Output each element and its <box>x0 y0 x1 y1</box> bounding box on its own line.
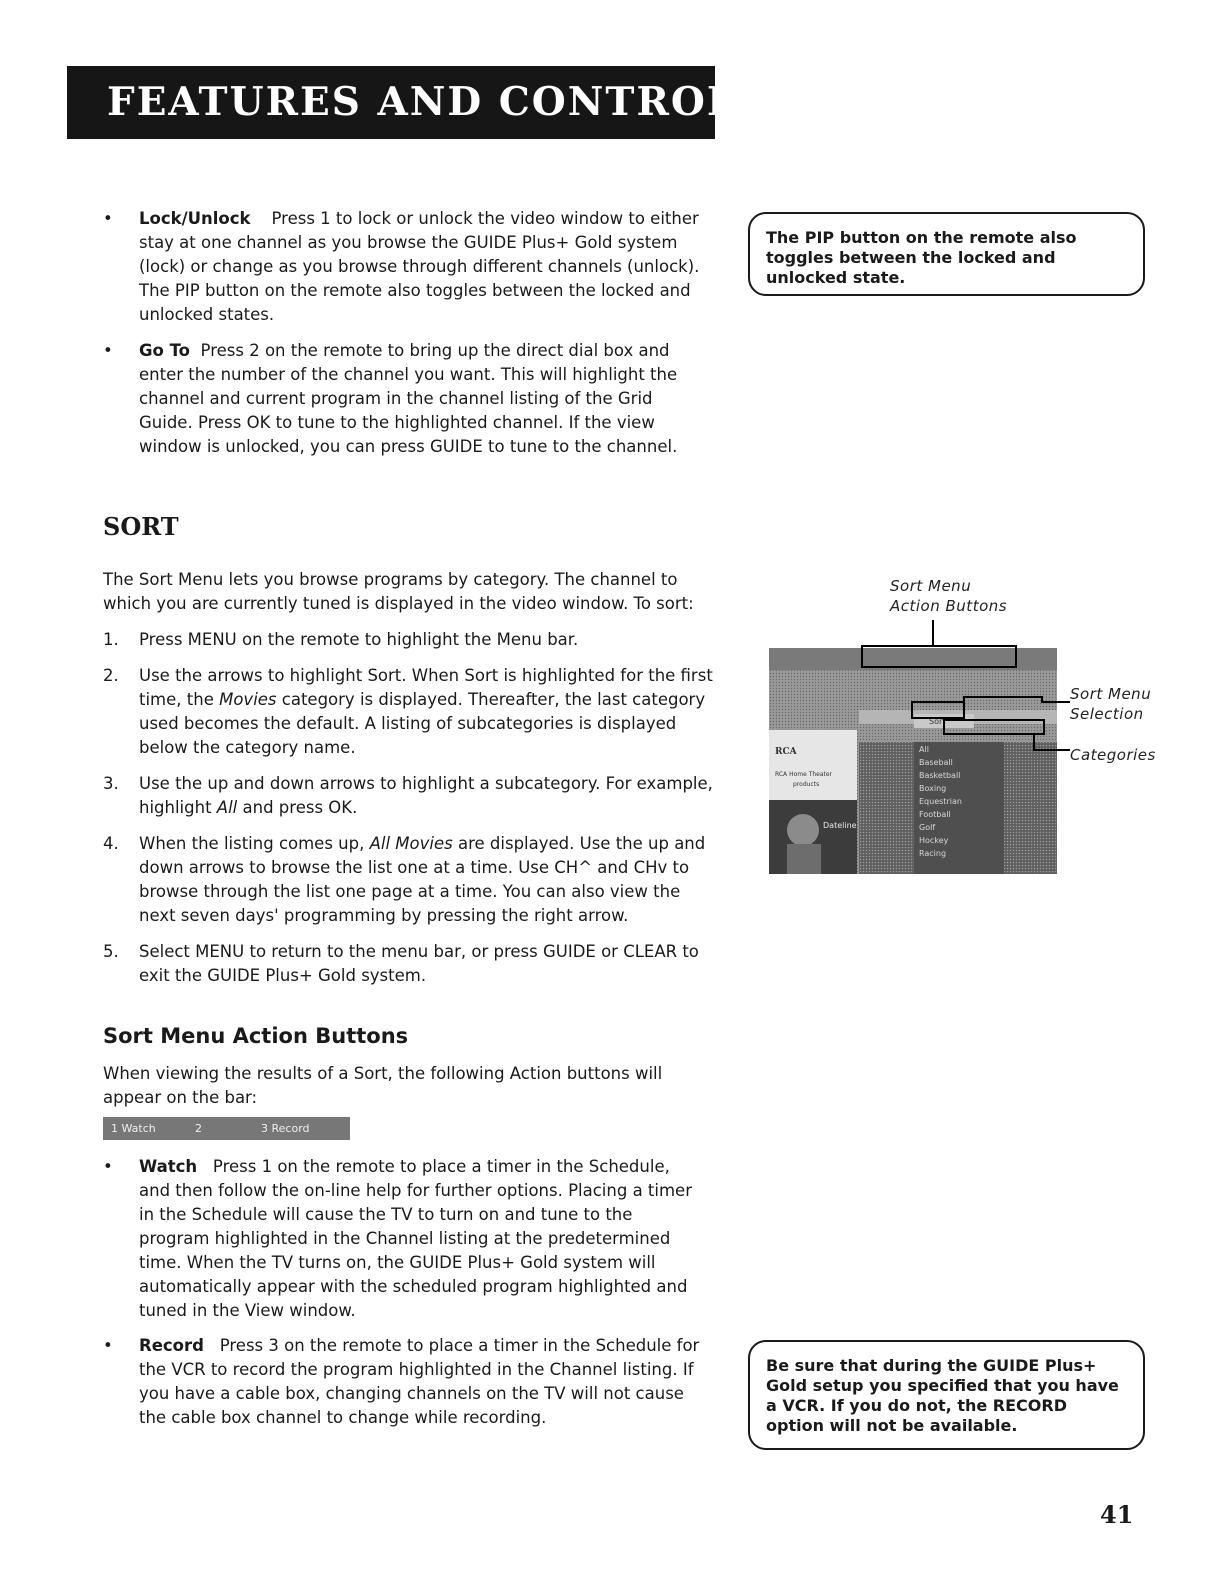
screen-category: Hockey <box>919 836 949 845</box>
step-number: 3. <box>103 774 119 793</box>
bullet-dot: • <box>103 1157 113 1176</box>
step-number: 4. <box>103 834 119 853</box>
page-title-banner: FEATURES AND CONTROLS <box>67 66 715 139</box>
caption-action-buttons <box>890 576 1007 616</box>
bullet-dot: • <box>103 1336 113 1355</box>
term-record: Record <box>139 1336 204 1355</box>
term-lock-unlock: Lock/Unlock <box>139 209 251 228</box>
sort-step-5 <box>103 940 718 988</box>
bullet-dot: • <box>103 341 113 360</box>
callout-action-box <box>862 646 1016 667</box>
step-text: Press MENU on the remote to highlight the Menu bar. <box>139 630 579 649</box>
step-emphasis: All <box>216 798 238 817</box>
caption-line: Selection <box>1070 705 1144 723</box>
action-buttons-intro: When viewing the results of a Sort, the following Action buttons will appear on the bar: <box>103 1064 663 1107</box>
step-text: category is displayed. Thereafter, the last category used becomes the default. A listing of subcategories is displayed below the category name. <box>139 690 706 757</box>
step-number: 2. <box>103 666 119 685</box>
note-vcr: Be sure that during the GUIDE Plus+ Gold setup you specified that you have a VCR. If you do not, the RECORD option will not be available. <box>748 1340 1145 1450</box>
step-number: 1. <box>103 630 119 649</box>
note-pip: The PIP button on the remote also toggles between the locked and unlocked state. <box>748 212 1145 296</box>
sort-step-2 <box>103 664 718 760</box>
caption-line: Sort Menu <box>1070 685 1152 703</box>
step-text: When the listing comes up, <box>139 834 370 853</box>
page-number: 41 <box>1100 1500 1134 1529</box>
caption-line: Action Buttons <box>890 597 1008 615</box>
step-emphasis: All Movies <box>369 834 453 853</box>
callout-category-box <box>944 720 1044 734</box>
caption-categories: Categories <box>1070 746 1156 764</box>
screen-category: Baseball <box>919 758 953 767</box>
action-bar-2: 2 <box>195 1122 202 1135</box>
screen-category: Equestrian <box>919 797 962 806</box>
callout-line <box>964 697 1070 704</box>
screen-promo: Dateline <box>823 821 857 830</box>
step-text: and press OK. <box>237 798 358 817</box>
desc-lock-unlock: Press 1 to lock or unlock the video window to either stay at one channel as you browse the GUIDE Plus+ Gold system (lock) or change as you browse through different channels (unlock). The PIP button on the remote also toggles between the locked and unlocked states. <box>139 209 700 324</box>
action-button-bar <box>103 1117 350 1140</box>
term-go-to: Go To <box>139 341 191 360</box>
screen-category: Boxing <box>919 784 947 793</box>
callout-line <box>1034 734 1070 750</box>
screen-ad-line: products <box>793 781 820 788</box>
sort-intro: The Sort Menu lets you browse programs by category. The channel to which you are currently tuned is displayed in the video window. To sort: <box>103 570 694 613</box>
action-bar-watch: 1 Watch <box>111 1122 156 1135</box>
caption-line: Sort Menu <box>890 577 972 595</box>
desc-go-to: Press 2 on the remote to bring up the direct dial box and enter the number of the channel you want. This will highlight the channel and current program in the channel listing of the Grid Guide. Press OK to tune to the highlighted channel. If the view window is unlocked, you can press GUIDE to tune to the channel. <box>139 341 678 456</box>
screen-category: Golf <box>919 823 936 832</box>
step-number: 5. <box>103 942 119 961</box>
desc-watch: Press 1 on the remote to place a timer in the Schedule, and then follow the on-line help for further options. Placing a timer in the Schedule will cause the TV to turn on and tune to the program highlighted in the Channel listing at the predetermined time. When the TV turns on, the GUIDE Plus+ Gold system will automatically appear with the scheduled program highlighted and tuned in the View window. <box>139 1157 692 1320</box>
sort-step-3 <box>103 772 718 820</box>
screen-ad-line: RCA Home Theater <box>775 771 833 778</box>
caption-sort-selection <box>1070 684 1151 724</box>
screen-category: Football <box>919 810 951 819</box>
screen-sort-tab: Sort <box>929 717 946 726</box>
screen-category: Basketball <box>919 771 961 780</box>
step-text: are displayed. Use the up and down arrows to browse the list one at a time. Use CH^ and CHv to browse through the list one page at a time. You can also view the next seven days' programming by pressing the right arrow. <box>139 834 706 925</box>
step-text: Select MENU to return to the menu bar, or press GUIDE or CLEAR to exit the GUIDE Plus+ Gold system. <box>139 942 699 985</box>
bullet-dot: • <box>103 209 113 228</box>
action-bar-record: 3 Record <box>261 1122 310 1135</box>
screen-category: Racing <box>919 849 947 858</box>
screen-logo: RCA <box>775 747 797 757</box>
figure-callouts <box>760 618 1070 768</box>
screen-category: All <box>919 745 929 754</box>
term-watch: Watch <box>139 1157 198 1176</box>
desc-record: Press 3 on the remote to place a timer in the Schedule for the VCR to record the program highlighted in the Channel listing. If you have a cable box, changing channels on the TV will not cause the cable box channel to change while recording. <box>139 1336 700 1427</box>
step-emphasis: Movies <box>219 690 277 709</box>
step-text: Use the arrows to highlight Sort. When Sort is highlighted for the first time, the <box>139 666 713 709</box>
callout-sort-box <box>912 702 964 718</box>
bullet-lock-unlock <box>103 207 703 327</box>
step-text: Use the up and down arrows to highlight a subcategory. For example, highlight <box>139 774 713 817</box>
bullet-record <box>103 1334 703 1430</box>
bullet-go-to <box>103 339 703 459</box>
sort-step-1 <box>103 628 718 652</box>
sort-step-4 <box>103 832 718 928</box>
section-heading-action-buttons: Sort Menu Action Buttons <box>103 1024 409 1048</box>
bullet-watch <box>103 1155 703 1323</box>
section-heading-sort: SORT <box>103 512 179 541</box>
